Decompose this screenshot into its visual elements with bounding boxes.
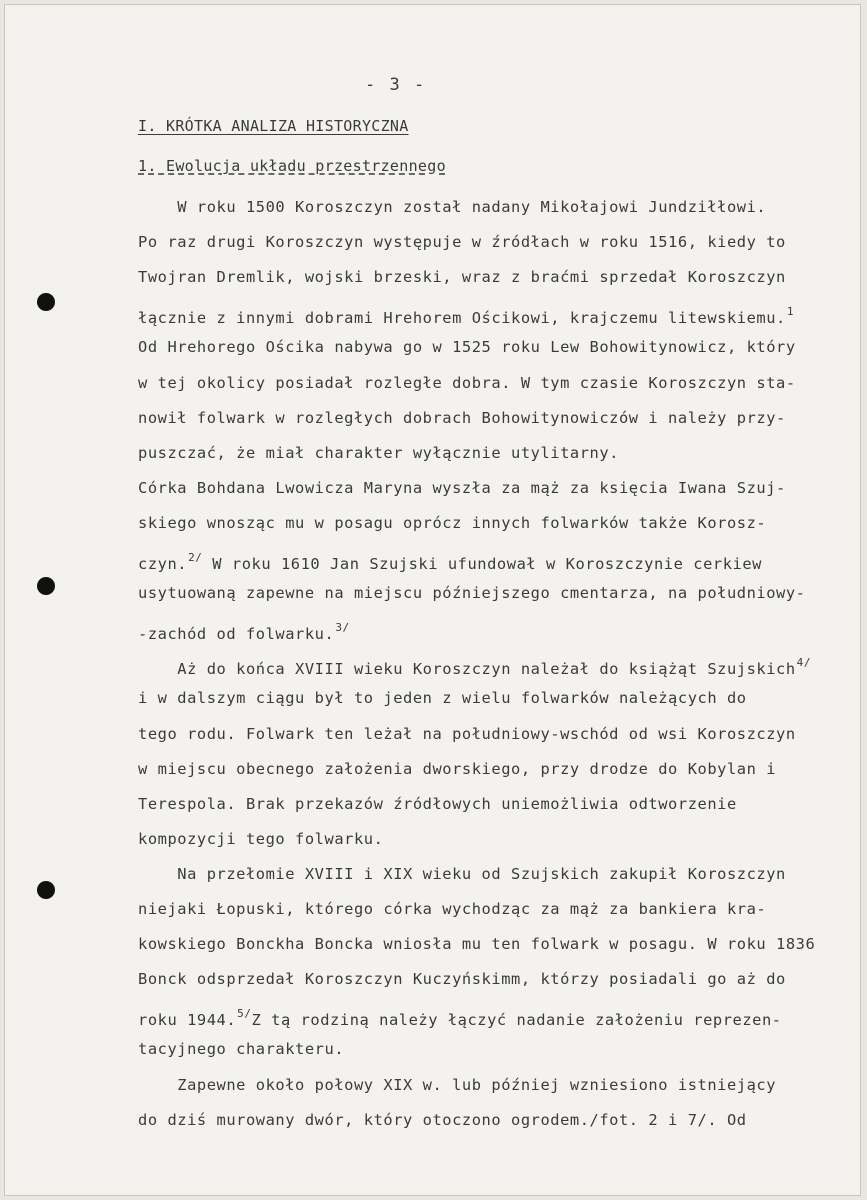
line-text: Córka Bohdana Lwowicza Maryna wyszła za mąż za księcia Iwana Szuj- bbox=[138, 479, 786, 497]
text-line bbox=[138, 549, 762, 573]
line-text: Po raz drugi Koroszczyn występuje w źródłach w roku 1516, kiedy to bbox=[138, 233, 786, 251]
text-line bbox=[138, 900, 766, 918]
punch-hole bbox=[37, 577, 55, 595]
text-line bbox=[138, 830, 383, 848]
footnote-marker: 4/ bbox=[796, 656, 812, 669]
text-line bbox=[138, 760, 776, 778]
line-text: skiego wnosząc mu w posagu oprócz innych folwarków także Korosz- bbox=[138, 514, 767, 532]
footnote-marker: 5/ bbox=[237, 1007, 252, 1020]
text-line bbox=[138, 374, 796, 392]
line-text: Zapewne około połowy XIX w. lub później wzniesiono istniejący bbox=[138, 1076, 777, 1094]
text-line bbox=[138, 514, 766, 532]
text-line bbox=[138, 444, 619, 462]
text-line bbox=[138, 198, 766, 216]
line-text: łącznie z innymi dobrami Hrehorem Ościkowi, krajczemu litewskiemu. bbox=[138, 309, 786, 327]
line-text: Na przełomie XVIII i XIX wieku od Szujskich zakupił Koroszczyn bbox=[138, 865, 786, 883]
footnote-marker: 1 bbox=[786, 305, 795, 318]
text-line bbox=[138, 1005, 782, 1029]
line-text: w tej okolicy posiadał rozległe dobra. W tym czasie Koroszczyn sta- bbox=[138, 374, 796, 392]
line-text: Twojran Dremlik, wojski brzeski, wraz z braćmi sprzedał Koroszczyn bbox=[138, 268, 786, 286]
line-text: w miejscu obecnego założenia dworskiego, przy drodze do Kobylan i bbox=[138, 760, 777, 778]
punch-hole bbox=[37, 881, 55, 899]
document-page bbox=[4, 4, 861, 1196]
line-text: puszczać, że miał charakter wyłącznie utylitarny. bbox=[138, 444, 619, 462]
line-text: roku 1944. bbox=[138, 1011, 237, 1029]
section-heading: I. KRÓTKA ANALIZA HISTORYCZNA bbox=[138, 117, 409, 135]
text-line bbox=[138, 689, 747, 707]
line-text: kompozycji tego folwarku. bbox=[138, 830, 384, 848]
line-text: W roku 1500 Koroszczyn został nadany Mikołajowi Jundziłłowi. bbox=[138, 198, 767, 216]
text-line bbox=[138, 303, 794, 327]
text-line bbox=[138, 338, 796, 356]
page-number: - 3 - bbox=[365, 75, 427, 95]
text-line bbox=[138, 584, 805, 602]
text-line bbox=[138, 619, 350, 643]
line-text: czyn. bbox=[138, 555, 188, 573]
text-line bbox=[138, 409, 786, 427]
line-text: do dziś murowany dwór, który otoczono ogrodem./fot. 2 i 7/. Od bbox=[138, 1111, 747, 1129]
text-line bbox=[138, 1111, 747, 1129]
text-line bbox=[138, 479, 786, 497]
line-text: nowił folwark w rozległych dobrach Bohowitynowiczów i należy przy- bbox=[138, 409, 786, 427]
line-text: -zachód od folwarku. bbox=[138, 625, 335, 643]
text-line bbox=[138, 935, 815, 953]
text-line bbox=[138, 795, 737, 813]
line-text: W roku 1610 Jan Szujski ufundował w Koroszczynie cerkiew bbox=[202, 555, 762, 573]
punch-hole bbox=[37, 293, 55, 311]
line-text: tacyjnego charakteru. bbox=[138, 1040, 345, 1058]
line-text: tego rodu. Folwark ten leżał na południowy-wschód od wsi Koroszczyn bbox=[138, 725, 796, 743]
line-text: Z tą rodziną należy łączyć nadanie założeniu reprezen- bbox=[251, 1011, 782, 1029]
text-line bbox=[138, 1076, 776, 1094]
footnote-marker: 2/ bbox=[188, 551, 203, 564]
text-line bbox=[138, 725, 796, 743]
text-line bbox=[138, 654, 811, 678]
text-line bbox=[138, 268, 786, 286]
line-text: Aż do końca XVIII wieku Koroszczyn należał do książąt Szujskich bbox=[138, 660, 796, 678]
line-text: Terespola. Brak przekazów źródłowych uniemożliwia odtworzenie bbox=[138, 795, 737, 813]
line-text: i w dalszym ciągu był to jeden z wielu folwarków należących do bbox=[138, 689, 747, 707]
text-line bbox=[138, 865, 786, 883]
text-line bbox=[138, 233, 786, 251]
text-line bbox=[138, 1040, 344, 1058]
line-text: usytuowaną zapewne na miejscu późniejszego cmentarza, na południowy- bbox=[138, 584, 806, 602]
line-text: Od Hrehorego Ościka nabywa go w 1525 roku Lew Bohowitynowicz, który bbox=[138, 338, 796, 356]
line-text: niejaki Łopuski, którego córka wychodząc za mąż za bankiera kra- bbox=[138, 900, 767, 918]
subsection-heading: 1. Ewolucja układu przestrzennego bbox=[138, 157, 446, 175]
line-text: Bonck odsprzedał Koroszczyn Kuczyńskimm, którzy posiadali go aż do bbox=[138, 970, 786, 988]
footnote-marker: 3/ bbox=[335, 621, 350, 634]
line-text: kowskiego Bonckha Boncka wniosła mu ten folwark w posagu. W roku 1836 bbox=[138, 935, 816, 953]
text-line bbox=[138, 970, 786, 988]
